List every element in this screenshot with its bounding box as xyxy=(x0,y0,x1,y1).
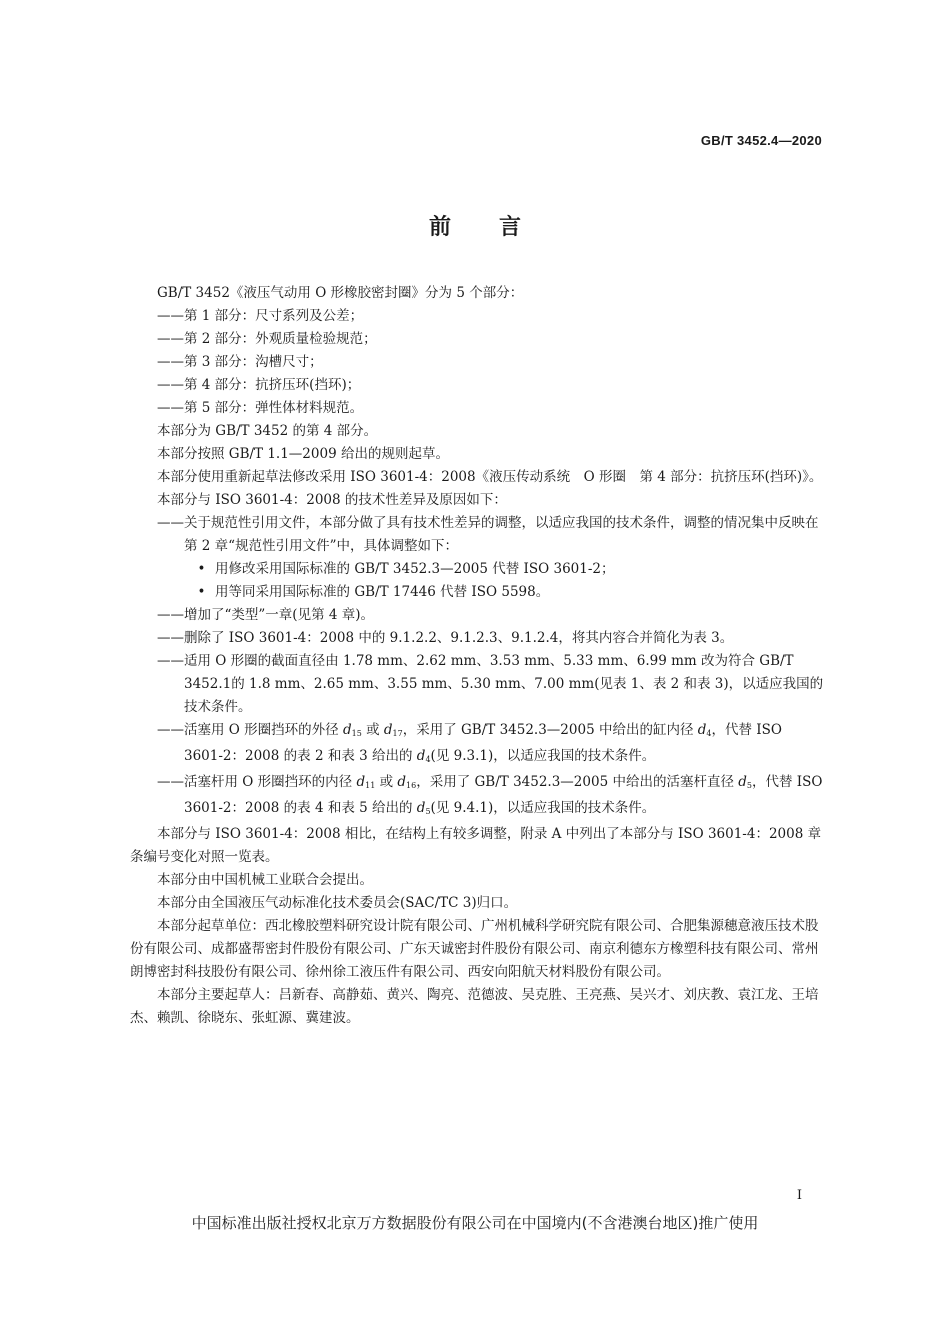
standard-code: GB/T 3452.4—2020 xyxy=(700,133,822,148)
bullet-item xyxy=(130,558,824,581)
part-list-item: ——第 4 部分：抗挤压环(挡环)； xyxy=(157,377,361,393)
page-number: I xyxy=(796,1188,802,1203)
difference-item: ——活塞用 O 形圈挡环的外径 $d_{15}$ 或 $d_{17}$，采用了 GB/T 3452.3—2005 中给出的缸内径 $d_4$，代替 ISO 3601-2：2008 的表 2 和表 3 给出的 $d_4$(见 9.3.1)，以适应我国的技术条件。 xyxy=(157,722,782,764)
paragraph: 本部分由全国液压气动标准化技术委员会(SAC/TC 3)归口。 xyxy=(157,895,518,911)
intro-paragraph: GB/T 3452《液压气动用 O 形橡胶密封圈》分为 5 个部分： xyxy=(157,285,524,301)
page-title: 前言 xyxy=(428,214,569,240)
bullet-dot: • xyxy=(197,584,206,600)
difference-item: ——增加了“类型”一章(见第 4 章)。 xyxy=(157,607,375,623)
difference-item: ——关于规范性引用文件，本部分做了具有技术性差异的调整，以适应我国的技术条件，调整的情况集中反映在第 2 章“规范性引用文件”中，具体调整如下： xyxy=(157,515,819,554)
paragraph: 本部分由中国机械工业联合会提出。 xyxy=(157,872,373,888)
foreword-body xyxy=(130,282,824,1030)
bullet-text: 用修改采用国际标准的 GB/T 3452.3—2005 代替 ISO 3601-2； xyxy=(215,561,615,577)
part-list-item: ——第 1 部分：尺寸系列及公差； xyxy=(157,308,364,324)
paragraph: 本部分与 ISO 3601-4：2008 相比，在结构上有较多调整，附录 A 中列出了本部分与 ISO 3601-4：2008 章条编号变化对照一览表。 xyxy=(130,826,822,865)
bullet-text: 用等同采用国际标准的 GB/T 17446 代替 ISO 5598。 xyxy=(215,584,550,600)
difference-item: ——活塞杆用 O 形圈挡环的内径 $d_{11}$ 或 $d_{16}$，采用了 GB/T 3452.3—2005 中给出的活塞杆直径 $d_5$，代替 ISO 3601-2：2008 的表 4 和表 5 给出的 $d_5$(见 9.4.1)，以适应我国的技术条件。 xyxy=(157,774,823,816)
bullet-item xyxy=(130,581,824,604)
part-list-item: ——第 3 部分：沟槽尺寸； xyxy=(157,354,323,370)
paragraph: 本部分与 ISO 3601-4：2008 的技术性差异及原因如下： xyxy=(157,492,507,508)
paragraph: 本部分使用重新起草法修改采用 ISO 3601-4：2008《液压传动系统 O 形圈 第 4 部分：抗挤压环(挡环)》。 xyxy=(157,469,823,485)
copyright-footer: 中国标准出版社授权北京万方数据股份有限公司在中国境内(不含港澳台地区)推广使用 xyxy=(191,1214,759,1232)
drafters: 本部分主要起草人：吕新春、高静茹、黄兴、陶亮、范德波、吴克胜、王亮燕、吴兴才、刘庆教、袁江龙、王培杰、赖凯、徐晓东、张虹源、冀建波。 xyxy=(130,987,819,1026)
paragraph: 本部分为 GB/T 3452 的第 4 部分。 xyxy=(157,423,378,439)
part-list-item: ——第 5 部分：弹性体材料规范。 xyxy=(157,400,364,416)
difference-item: ——适用 O 形圈的截面直径由 1.78 mm、2.62 mm、3.53 mm、5.33 mm、6.99 mm 改为符合 GB/T 3452.1的 1.8 mm、2.65 mm、3.55 mm、5.30 mm、7.00 mm(见表 1、表 2 和表 3)，以适应我国的技术条件。 xyxy=(157,653,824,715)
paragraph: 本部分按照 GB/T 1.1—2009 给出的规则起草。 xyxy=(157,446,449,462)
bullet-dot: • xyxy=(197,561,206,577)
drafting-units: 本部分起草单位：西北橡胶塑料研究设计院有限公司、广州机械科学研究院有限公司、合肥集源穗意液压技术股份有限公司、成都盛帮密封件股份有限公司、广东天诚密封件股份有限公司、南京利德东方橡塑科技有限公司、常州朗博密封科技股份有限公司、徐州徐工液压件有限公司、西安向阳航天材料股份有限公司。 xyxy=(130,918,819,980)
part-list-item: ——第 2 部分：外观质量检验规范； xyxy=(157,331,377,347)
difference-item: ——删除了 ISO 3601-4：2008 中的 9.1.2.2、9.1.2.3、9.1.2.4，将其内容合并简化为表 3。 xyxy=(157,630,734,646)
